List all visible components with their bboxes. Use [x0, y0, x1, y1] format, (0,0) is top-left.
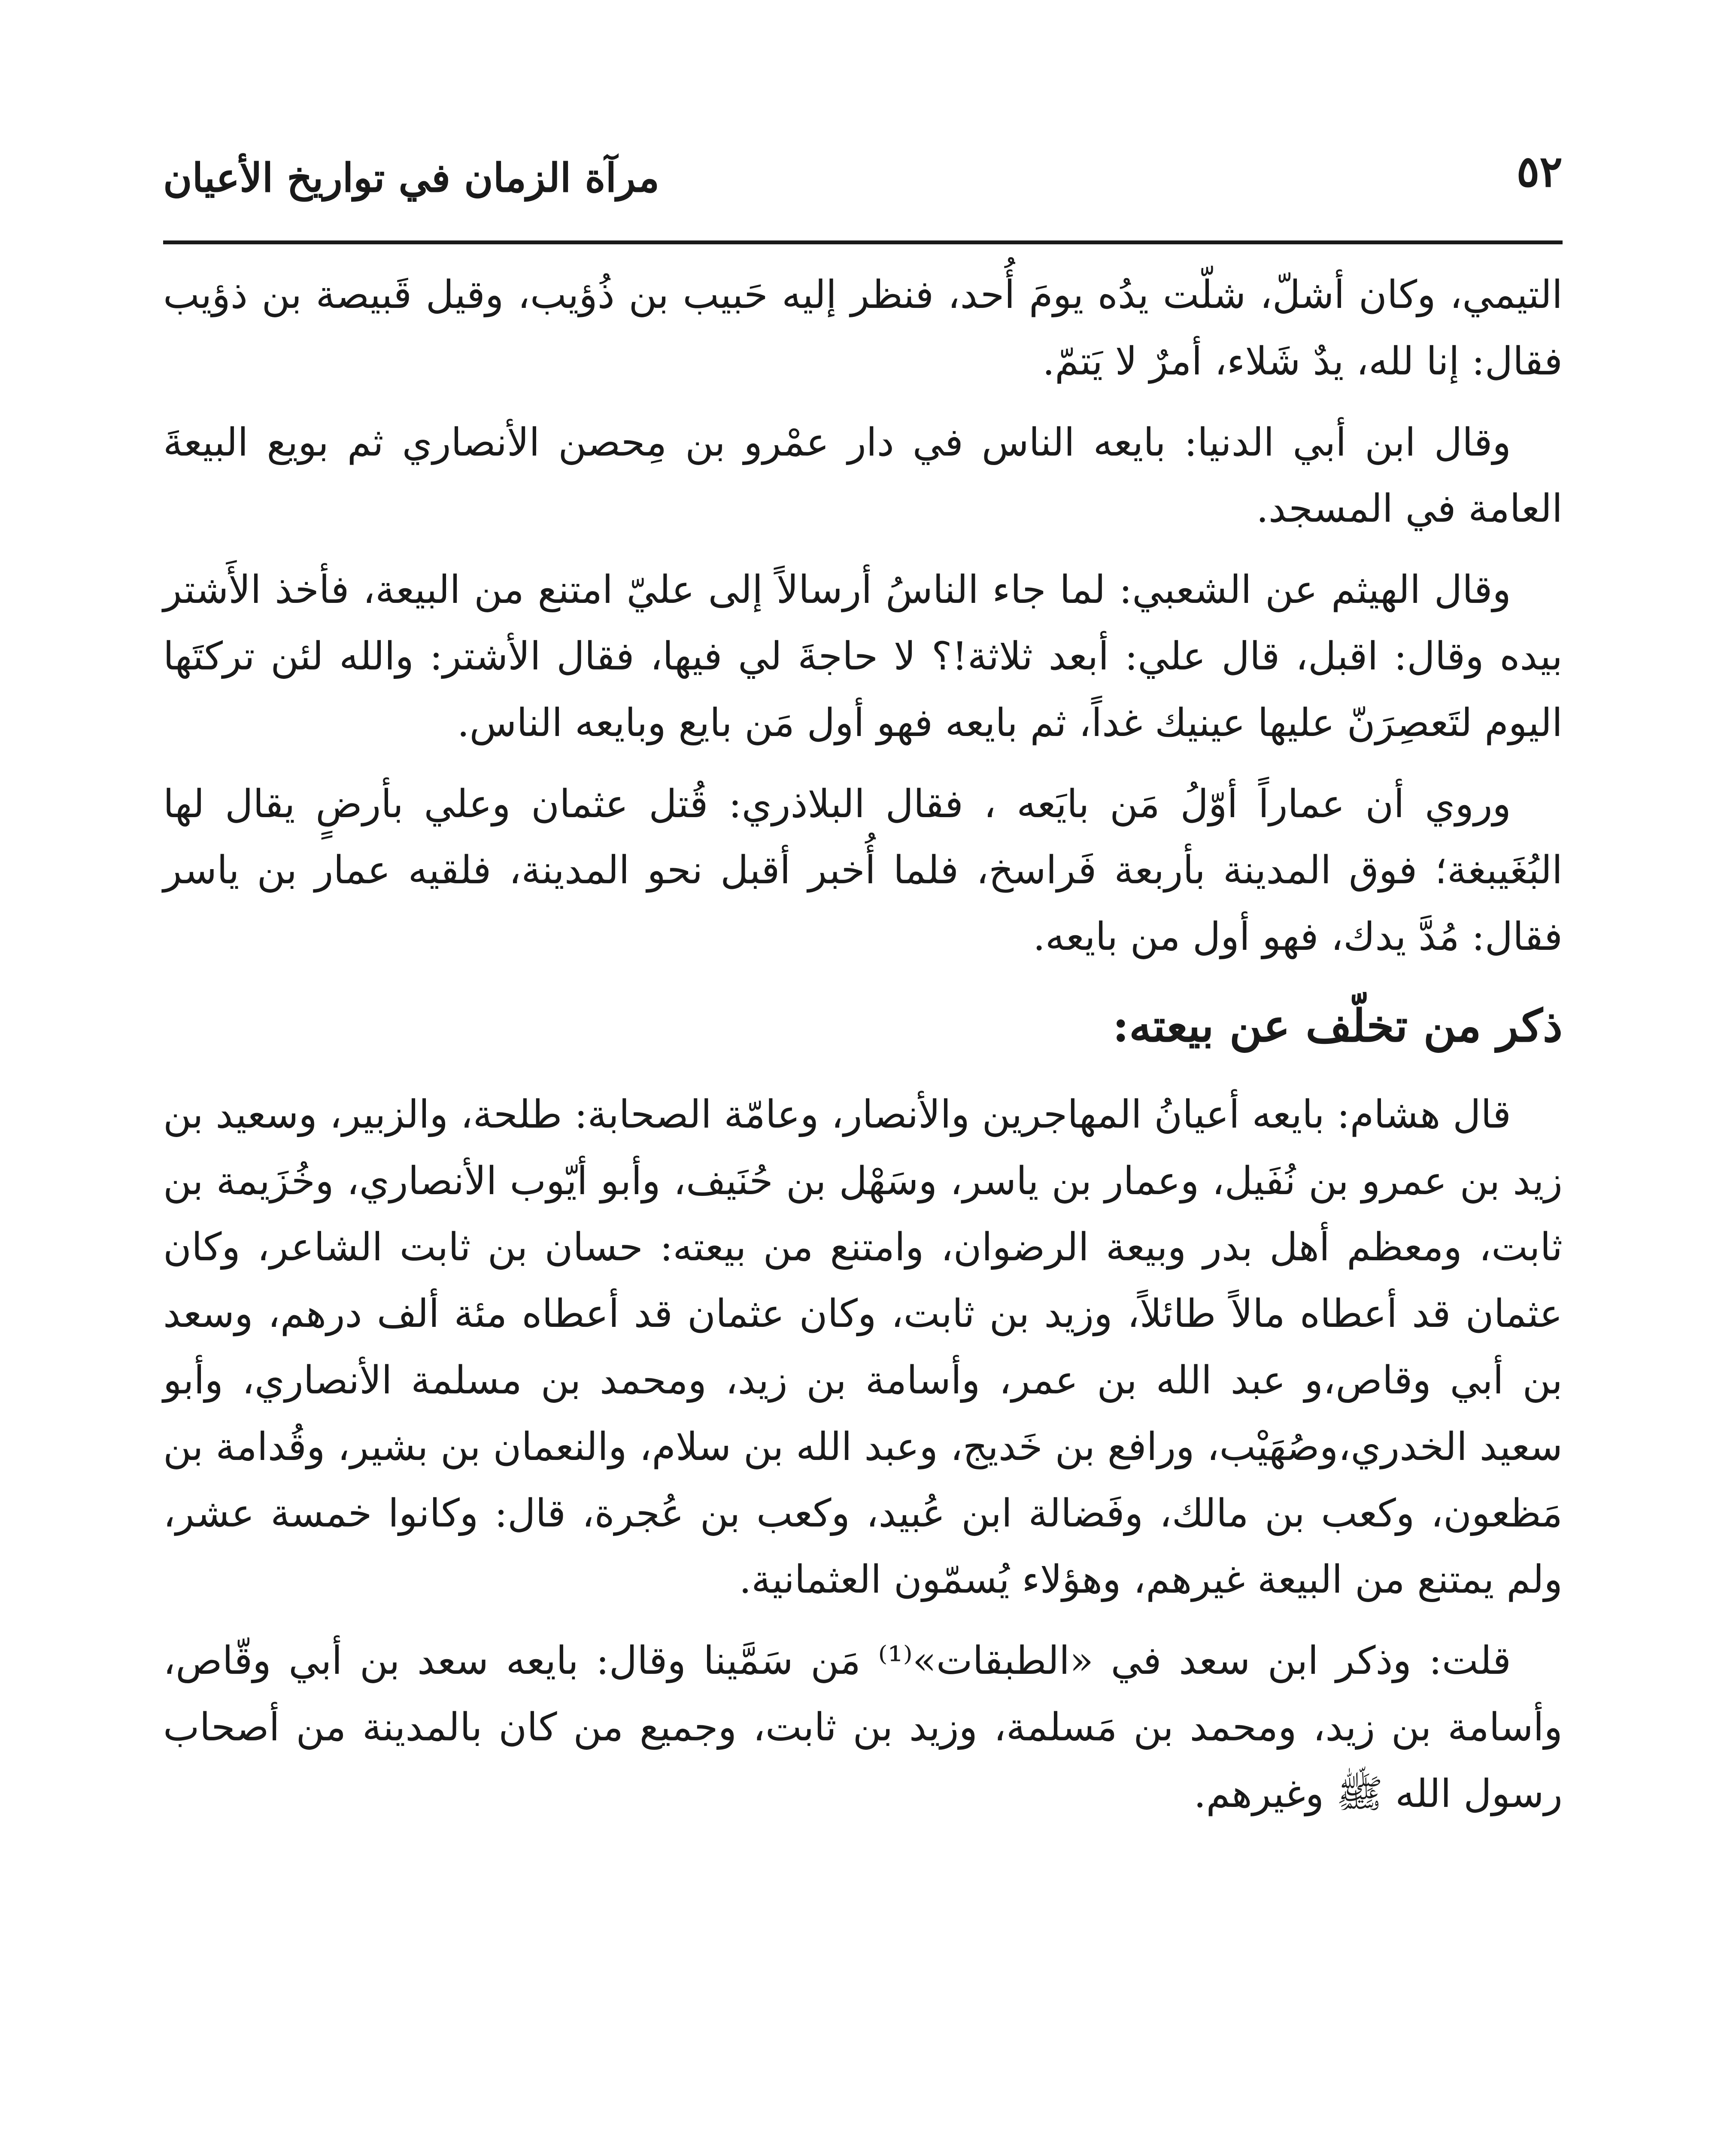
- paragraph: التيمي، وكان أشلّ، شلّت يدُه يومَ أُحد، فنظر إليه حَبيب بن ذُؤيب، وقيل قَبيصة بن ذؤيب فقال: إنا لله، يدٌ شَلاء، أمرٌ لا يَتمّ.: [163, 272, 1563, 384]
- paragraph: وقال ابن أبي الدنيا: بايعه الناس في دار عمْرو بن مِحصن الأنصاري ثم بويع البيعةَ العامة في المسجد.: [163, 420, 1563, 532]
- section-heading: ذكر من تخلّف عن بيعته:: [1112, 999, 1563, 1052]
- paragraph: قال هشام: بايعه أعيانُ المهاجرين والأنصار، وعامّة الصحابة: طلحة، والزبير، وسعيد بن زيد بن عمرو بن نُفَيل، وعمار بن ياسر، وسَهْل بن حُنَيف، وأبو أيّوب الأنصاري، وخُزَيمة بن ثابت، ومعظم أهل بدر وبيعة الرضوان، وامتنع من بيعته: حسان بن ثابت الشاعر، وكان عثمان قد أعطاه مالاً طائلاً، وزيد بن ثابت، وكان عثمان قد أعطاه مئة ألف درهم، وسعد بن أبي وقاص،و عبد الله بن عمر، وأسامة بن زيد، ومحمد بن مسلمة الأنصاري، وأبو سعيد الخدري،وصُهَيْب، ورافع بن خَديج، وعبد الله بن سلام، والنعمان بن بشير، وقُدامة بن مَظعون، وكعب بن مالك، وفَضالة ابن عُبيد، وكعب بن عُجرة، قال: وكانوا خمسة عشر، ولم يمتنع من البيعة غيرهم، وهؤلاء يُسمّون العثمانية.: [163, 1092, 1563, 1603]
- running-title: مرآة الزمان في تواريخ الأعيان: [163, 155, 660, 201]
- paragraph: قلت: وذكر ابن سعد في «الطبقات»⁽¹⁾ مَن سَمَّينا وقال: بايعه سعد بن أبي وقّاص، وأسامة بن زيد، ومحمد بن مَسلمة، وزيد بن ثابت، وجميع من كان بالمدينة من أصحاب رسول الله ﷺ وغيرهم.: [163, 1638, 1563, 1816]
- page-header: [163, 142, 1563, 240]
- main-text: [163, 262, 1563, 2147]
- paragraph: وقال الهيثم عن الشعبي: لما جاء الناسُ أرسالاً إلى عليّ امتنع من البيعة، فأخذ الأَشتر بيده وقال: اقبل، قال علي: أبعد ثلاثة!؟ لا حاجةَ لي فيها، فقال الأشتر: والله لئن تركتَها اليوم لتَعصِرَنّ عليها عينيك غداً، ثم بايعه فهو أول مَن بايع وبايعه الناس.: [163, 567, 1563, 745]
- header-rule: [163, 240, 1563, 244]
- page-number: ٥٢: [1516, 146, 1563, 197]
- paragraph: وروي أن عماراً أوّلُ مَن بايَعه ، فقال البلاذري: قُتل عثمان وعلي بأرضٍ يقال لها البُغَيبغة؛ فوق المدينة بأربعة فَراسخ، فلما أُخبر أقبل نحو المدينة، فلقيه عمار بن ياسر فقال: مُدَّ يدك، فهو أول من بايعه.: [163, 781, 1563, 960]
